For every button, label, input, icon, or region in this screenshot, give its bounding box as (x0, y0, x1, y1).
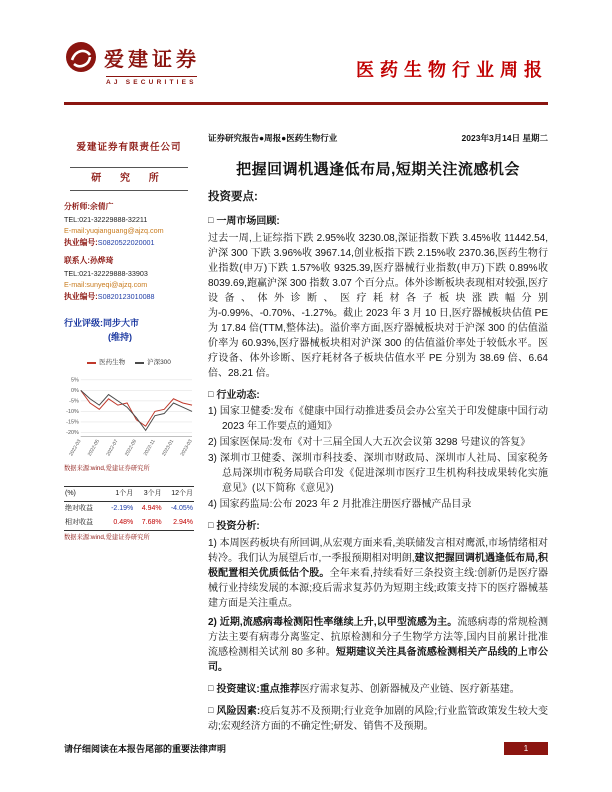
news-item: 3) 深圳市卫健委、深圳市科技委、深圳市财政局、深圳市人社局、国家税务总局深圳市税务局联合印发《促进深圳市医疗卫生机构科技成果转化实施意见》(以下简称《意见》) (208, 452, 548, 494)
market-review-paragraph: 过去一周,上证综指下跌 2.95%收 3230.08,深证指数下跌 3.45%收 11442.54,沪深 300 下跌 3.96%收 3967.14,创业板指下跌 2.15%收 2370.36,医药生物行业指数(申万)下跌 1.57%收 9325.39,医疗器械行业指数(申万)下跌 0.89%收 8039.69,跑赢沪深 300 指数 3.07 个百分点。体外诊断板块表现相对较强,医疗设备、体外诊断、医疗耗材各子板块涨跌幅分别为-0.99%、-0.70%、-1.27%。截止 2023 年 3 月 10 日,医疗器械板块估值 PE 为 17.84 倍(TTM,整体法)。溢价率方面,医疗器械板块对于沪深 300 的估值溢价率为 60.93%,医疗器械板块相对沪深 300 的估值溢价率处于较低水平。医疗设备、体外诊断、医疗耗材各子板块估值水平 PE 分别为 38.69 倍、6.64 倍、28.21 倍。 (208, 232, 548, 379)
analyst-license-line: 执业编号:S0820522020001 (64, 237, 155, 247)
report-date: 2023年3月14日 星期二 (461, 133, 548, 143)
analyst-tel: TEL:021-32229888-32211 (64, 214, 148, 224)
header-divider (64, 102, 548, 105)
legend-item: 医药生物 (87, 358, 125, 368)
svg-text:-20%: -20% (66, 429, 79, 436)
report-title: 医药生物行业周报 (356, 60, 548, 80)
sidebar (64, 116, 194, 736)
square-bullet-icon: □ (208, 520, 214, 530)
svg-text:2022-03: 2022-03 (69, 438, 83, 457)
svg-text:5%: 5% (70, 377, 79, 384)
analyst-block (64, 201, 194, 303)
invest-analysis-paragraph-2: 2) 近期,流感病毒检测阳性率继续上升,以甲型流感为主。流感病毒的常规检测方法主要有病毒分离鉴定、抗原检测和分子生物学方法等,国内目前累计批准流感检测相关试剂 80 多种。短期建议关注具备流感检测相关产品线的上市公司。 (208, 616, 548, 673)
rating-note: (维持) (108, 331, 132, 342)
logo-name: 爱建证券 (104, 48, 200, 71)
performance-table (64, 486, 194, 532)
aj-securities-logo-icon (64, 40, 98, 74)
svg-text:2022-09: 2022-09 (124, 438, 139, 457)
section-risk-factors: □ 风险因素:疫后复苏不及预期;行业竞争加剧的风险;行业监管政策发生较大变动;宏观经济方面的不确定性;研发、销售不及预期。 (208, 705, 548, 732)
performance-chart (64, 358, 194, 473)
svg-text:2022-11: 2022-11 (143, 438, 157, 457)
key-points-label: 投资要点: (208, 191, 258, 204)
table-row: 绝对收益 -2.19% 4.94% -4.05% (65, 505, 193, 513)
square-bullet-icon: □ (208, 389, 214, 399)
square-bullet-icon: □ (208, 215, 214, 225)
chart-legend (64, 358, 194, 368)
table-header-row: (%) 1个月 3个月 12个月 (64, 486, 194, 501)
contact-tel: TEL:021-32229888-33903 (64, 268, 148, 278)
analyst-email[interactable]: E-mail:yuqianguang@ajzq.com (64, 226, 164, 236)
page-title: 把握回调机遇逢低布局,短期关注流感机会 (236, 160, 520, 178)
legend-item: 沪深300 (135, 358, 171, 368)
svg-text:0%: 0% (70, 387, 79, 394)
svg-text:2022-05: 2022-05 (87, 438, 102, 457)
section-industry-news: □ 行业动态: (208, 389, 260, 401)
square-bullet-icon: □ (208, 705, 214, 715)
research-institute: 研 究 所 (70, 167, 188, 191)
contact-license-line: 执业编号:S0820123010088 (64, 291, 155, 301)
svg-text:-10%: -10% (66, 408, 79, 415)
section-invest-analysis: □ 投资分析: (208, 520, 260, 532)
industry-rating (64, 317, 194, 344)
section-market-review: □ 一周市场回顾: (208, 215, 280, 227)
rating-line: 行业评级:同步大市 (64, 318, 140, 329)
contact-email[interactable]: E-mail:sunyeqi@ajzq.com (64, 280, 148, 290)
invest-analysis-paragraph-1: 1) 本周医药板块有所回调,从宏观方面来看,美联储发言相对鹰派,市场情绪相对转冷。我们认为展望后市,一季报预期相对明朗,建议把握回调机遇逢低布局,积极配置相关优质低估个股。全年来看,持续看好三条投资主线:创新仍是医疗器械行业持续发展的本源;疫后需求复苏仍为短期主线;政策支持下的医疗器械基建方面是关注重点。 (208, 537, 549, 609)
logo (64, 40, 200, 86)
doc-type: 证券研究报告●周报●医药生物行业 (208, 133, 338, 143)
svg-text:2022-07: 2022-07 (106, 438, 120, 457)
performance-chart-svg (64, 370, 194, 462)
page-number: 1 (504, 742, 548, 755)
logo-subtitle: AJ SECURITIES (106, 76, 197, 86)
table-row: 相对收益 0.48% 7.68% 2.94% (64, 516, 194, 531)
analyst-name-line: 分析师:余倩广 (64, 202, 114, 212)
company-name: 爱建证券有限责任公司 (76, 142, 182, 153)
svg-text:2023-01: 2023-01 (161, 438, 176, 457)
news-item: 4) 国家药监局:公布 2023 年 2 月批准注册医疗器械产品目录 (208, 498, 472, 510)
investment-advice-text: 重点推荐医疗需求复苏、创新器械及产业链、医疗新基建。 (259, 683, 520, 695)
news-item: 2) 国家医保局:发布《对十三届全国人大五次会议第 3298 号建议的答复》 (208, 436, 531, 448)
report-body (208, 116, 548, 736)
masthead (64, 40, 548, 86)
legend-swatch-red (87, 362, 96, 364)
footer (64, 742, 548, 755)
doc-meta (208, 132, 548, 145)
svg-text:-5%: -5% (69, 398, 79, 405)
chart-source: 数据来源:wind,爱建证券研究所 (64, 464, 150, 472)
legend-swatch-dark (135, 362, 144, 364)
table-source: 数据来源:wind,爱建证券研究所 (64, 534, 150, 542)
risk-factors-text: 疫后复苏不及预期;行业竞争加剧的风险;行业监管政策发生较大变动;宏观经济方面的不确定性;研发、销售不及预期。 (208, 705, 548, 732)
content (64, 116, 548, 736)
svg-text:2023-03: 2023-03 (180, 438, 194, 457)
square-bullet-icon: □ (208, 683, 214, 693)
section-investment-advice: □ 投资建议:重点推荐医疗需求复苏、创新器械及产业链、医疗新基建。 (208, 683, 520, 695)
footer-disclaimer: 请仔细阅读在本报告尾部的重要法律声明 (64, 744, 227, 754)
svg-text:-15%: -15% (66, 419, 79, 426)
news-item: 1) 国家卫健委:发布《健康中国行动推进委员会办公室关于印发健康中国行动 2023 年工作要点的通知》 (208, 405, 548, 432)
contact-name-line: 联系人:孙烨琦 (64, 256, 114, 266)
